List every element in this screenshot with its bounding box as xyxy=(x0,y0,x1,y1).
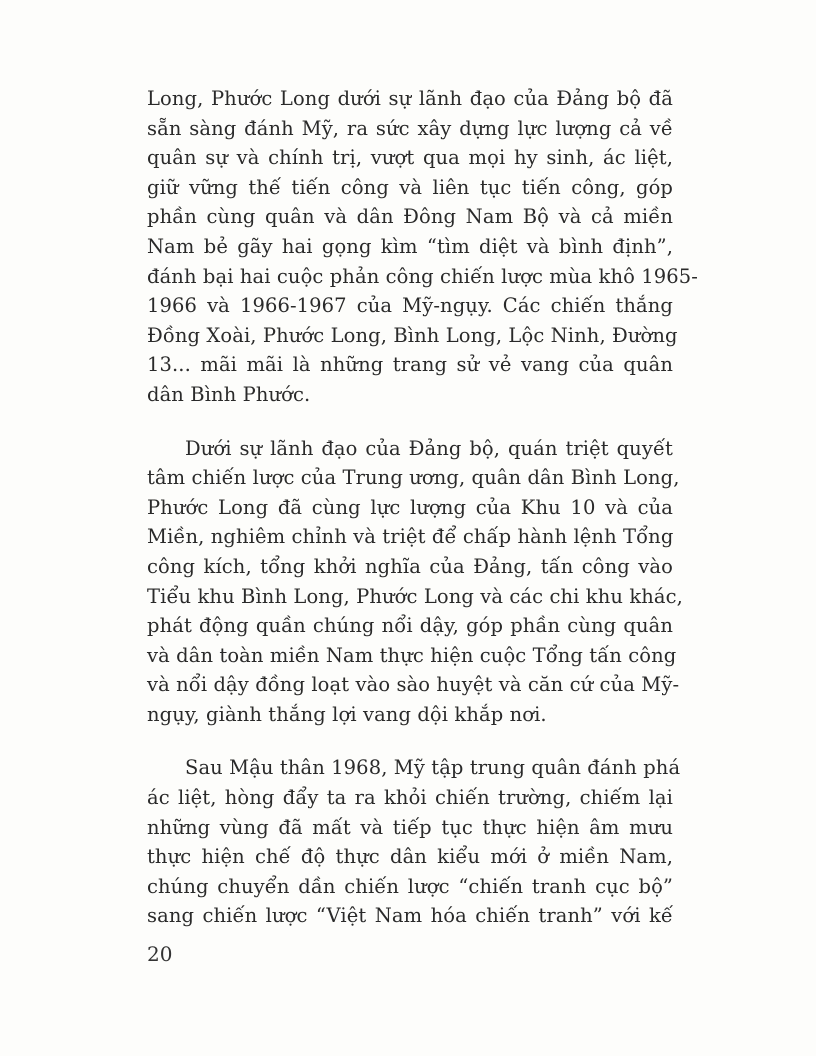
text-line: những vùng đã mất và tiếp tục thực hiện âm mưu xyxy=(147,815,673,839)
text-line: và nổi dậy đồng loạt vào sào huyệt và căn cứ của Mỹ- xyxy=(147,673,680,697)
text-line: Phước Long đã cùng lực lượng của Khu 10 và của xyxy=(147,495,673,519)
text-line: Đồng Xoài, Phước Long, Bình Long, Lộc Ninh, Đường xyxy=(147,323,678,347)
paragraph xyxy=(147,84,698,410)
text-line: sẵn sàng đánh Mỹ, ra sức xây dựng lực lượng cả về xyxy=(147,116,673,140)
page-number: 20 xyxy=(147,942,173,966)
text-line: quân sự và chính trị, vượt qua mọi hy sinh, ác liệt, xyxy=(147,146,673,170)
text-line: chúng chuyển dần chiến lược “chiến tranh cục bộ” xyxy=(147,874,673,898)
text-line: giữ vững thế tiến công và liên tục tiến công, góp xyxy=(147,175,673,199)
text-line: tâm chiến lược của Trung ương, quân dân Bình Long, xyxy=(147,466,680,490)
paragraph xyxy=(147,434,683,730)
text-line: đánh bại hai cuộc phản công chiến lược mùa khô 1965- xyxy=(147,264,698,288)
text-line: phần cùng quân và dân Đông Nam Bộ và cả miền xyxy=(147,205,673,229)
text-line: và dân toàn miền Nam thực hiện cuộc Tổng tấn công xyxy=(147,643,677,667)
text-line: thực hiện chế độ thực dân kiểu mới ở miền Nam, xyxy=(147,845,673,869)
text-line: Miền, nghiêm chỉnh và triệt để chấp hành lệnh Tổng xyxy=(147,525,674,549)
text-line: dân Bình Phước. xyxy=(147,382,311,406)
text-line: sang chiến lược “Việt Nam hóa chiến tranh” với kế xyxy=(147,904,673,928)
text-line: Tiểu khu Bình Long, Phước Long và các chi khu khác, xyxy=(147,584,683,608)
text-line: ngụy, giành thắng lợi vang dội khắp nơi. xyxy=(147,702,547,726)
text-line: Nam bẻ gãy hai gọng kìm “tìm diệt và bình định”, xyxy=(147,234,673,258)
text-line: Dưới sự lãnh đạo của Đảng bộ, quán triệt quyết xyxy=(185,436,673,460)
text-line: 13... mãi mãi là những trang sử vẻ vang của quân xyxy=(147,353,673,377)
text-line: Sau Mậu thân 1968, Mỹ tập trung quân đánh phá xyxy=(185,756,681,780)
page-body xyxy=(147,84,698,955)
text-line: ác liệt, hòng đẩy ta ra khỏi chiến trường, chiếm lại xyxy=(147,786,673,810)
text-line: phát động quần chúng nổi dậy, góp phần cùng quân xyxy=(147,614,673,638)
text-line: công kích, tổng khởi nghĩa của Đảng, tấn công vào xyxy=(147,554,673,578)
text-line: 1966 và 1966-1967 của Mỹ-ngụy. Các chiến thắng xyxy=(147,294,673,318)
paragraph xyxy=(147,753,681,931)
text-line: Long, Phước Long dưới sự lãnh đạo của Đảng bộ đã xyxy=(147,87,673,110)
